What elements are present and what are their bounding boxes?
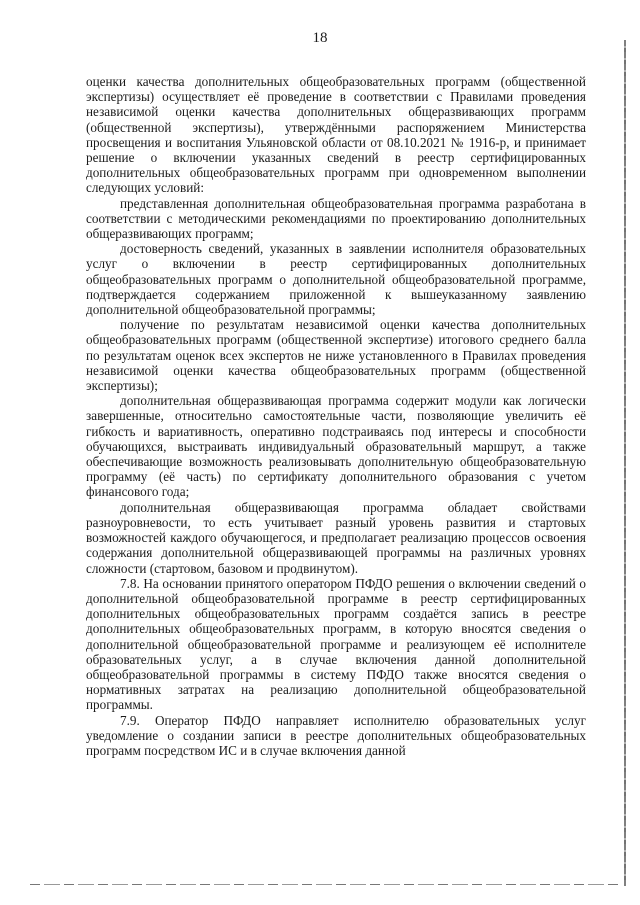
paragraph-condition-reliability: достоверность сведений, указанных в заявлении исполнителя образовательных услуг о включении в реестр сертифицированных дополнительных общеобразовательных программ о дополнительной общеобразовательной программе, подтверждается содержанием приложенной к вышеуказанному заявлению дополнительной общеобразовательной программы; <box>86 241 586 318</box>
paragraph-condition-modules: дополнительная общеразвивающая программа содержит модули как логически завершенные, относительно самостоятельные части, позволяющие увеличить её гибкость и вариативность, оперативно подстраиваясь под интересы и способности обучающихся, выстраивать индивидуальный образовательный маршрут, а также обеспечивающие возможность реализовывать дополнительную общеобразовательную программу (её часть) по сертификату дополнительного образования с учетом финансового года; <box>86 393 586 500</box>
paragraph-condition-multilevel: дополнительная общеразвивающая программа обладает свойствами разноуровневости, то есть учитывает разный уровень развития и стартовых возможностей каждого обучающегося, и предполагает реализацию процессов освоения содержания дополнительной общеразвивающей программы на различных уровнях сложности (стартовом, базовом и продвинутом). <box>86 499 586 576</box>
paragraph-condition-methodology: представленная дополнительная общеобразовательная программа разработана в соответствии с методическими рекомендациями по проектированию дополнительных общеразвивающих программ; <box>86 195 586 242</box>
scan-edge-bottom <box>30 884 620 885</box>
paragraph-condition-score: получение по результатам независимой оценки качества дополнительных общеобразовательных программ (общественной экспертизе) итогового среднего балла по результатам оценок всех экспертов не ниже установленного в Правилах проведения независимой оценки качества общеобразовательных программ (общественной экспертизы); <box>86 317 586 394</box>
paragraph-clause-7-9: 7.9. Оператор ПФДО направляет исполнителю образовательных услуг уведомление о создании записи в реестре дополнительных общеобразовательных программ посредством ИС и в случае включения данной <box>86 712 586 758</box>
paragraph-continuation: оценки качества дополнительных общеобразовательных программ (общественной экспертизы) осуществляет её проведение в соответствии с Правилами проведения независимой оценки качества дополнительных общеразвивающих программ (общественной экспертизы), утверждёнными распоряжением Министерства просвещения и воспитания Ульяновской области от 08.10.2021 № 1916-р, и принимает решение о включении указанных сведений в реестр сертифицированных дополнительных общеобразовательных программ при одновременном выполнении следующих условий: <box>86 74 586 196</box>
page-number: 18 <box>312 30 328 46</box>
document-body <box>86 74 586 758</box>
paragraph-clause-7-8: 7.8. На основании принятого оператором ПФДО решения о включении сведений о дополнительной общеобразовательной программе в реестр сертифицированных дополнительных общеобразовательных программ создаётся запись в реестре дополнительных общеобразовательных программ, в которую вносятся сведения о дополнительной общеобразовательной программе и реализующем её исполнителе образовательных услуг, а в случае включения данной дополнительной общеобразовательной программы в систему ПФДО также вносятся сведения о нормативных затратах на реализацию дополнительной общеобразовательной программы. <box>86 575 586 713</box>
scan-edge-right <box>624 40 626 886</box>
